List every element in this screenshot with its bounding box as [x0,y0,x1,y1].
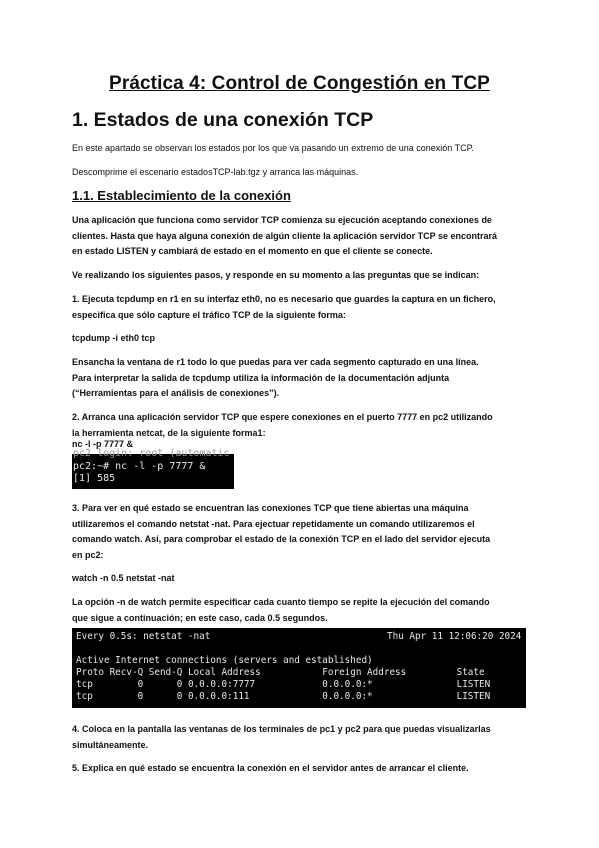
step3-note-line2: que sigue a continuación; en este caso, cada 0.5 segundos. [72,612,328,623]
step3-line1: 3. Para ver en qué estado se encuentran las conexiones TCP que tiene abiertas una máquina [72,503,469,513]
para1-line2: clientes. Hasta que haya alguna conexión de algún cliente la aplicación servidor TCP se encontrará [72,230,497,241]
step4-line1: 4. Coloca en la pantalla las ventanas de los terminales de pc1 y pc2 para que puedas visualizarlas [72,724,491,734]
terminal-header-right: Thu Apr 11 12:06:20 2024 [387,631,522,642]
terminal-netcat-screenshot [72,448,234,489]
subsection-heading: 1.1. Establecimiento de la conexión [72,188,291,203]
terminal-row: tcp 0 0 0.0.0.0:7777 0.0.0.0:* LISTEN [76,679,491,690]
cmd-watch: watch -n 0.5 netstat -nat [72,573,175,583]
step3-note-line1: La opción -n de watch permite especificar cada cuanto tiempo se repite la ejecución del comando [72,597,490,607]
step5: 5. Explica en qué estado se encuentra la conexión en el servidor antes de arrancar el cliente. [72,763,469,773]
cmd-tcpdump: tcpdump -i eth0 tcp [72,333,155,343]
step4-line2: simultáneamente. [72,739,149,750]
para1-line3: en estado LISTEN y cambiará de estado en el momento en que el cliente se conecte. [72,246,433,256]
step2-line2: la herramienta netcat, de la siguiente forma1: [72,427,266,438]
step1-line2: especifica que sólo capture el tráfico TCP de la siguiente forma: [72,309,346,320]
terminal-line: [1] 585 [73,473,116,484]
terminal-header-left: Every 0.5s: netstat -nat [76,631,211,642]
step1-line1: 1. Ejecuta tcpdump en r1 en su interfaz eth0, no es necesario que guardes la captura en un fichero, [72,294,496,304]
intro-paragraph: En este apartado se observan los estados por los que va pasando un extremo de una conexión TCP. [72,143,474,153]
terminal-netstat-screenshot [72,628,526,708]
step1-note-line1: Ensancha la ventana de r1 todo lo que puedas para ver cada segmento capturado en una línea. [72,357,479,367]
para2: Ve realizando los siguientes pasos, y responde en su momento a las preguntas que se indican: [72,270,480,280]
step3-line3: comando watch. Así, para comprobar el estado de la conexión TCP en el lado del servidor ejecuta [72,534,491,544]
terminal-columns: Proto Recv-Q Send-Q Local Address Foreign Address State [76,667,485,678]
step2-line1: 2. Arranca una aplicación servidor TCP que espere conexiones en el puerto 7777 en pc2 utilizando [72,412,493,422]
terminal-line: Active Internet connections (servers and established) [76,655,373,666]
para1-line1: Una aplicación que funciona como servidor TCP comienza su ejecución aceptando conexiones de [72,215,492,225]
terminal-row: tcp 0 0 0.0.0.0:111 0.0.0.0:* LISTEN [76,691,491,702]
step1-note-line3: (“Herramientas para el análisis de conexiones”). [72,388,280,398]
cmd-netcat: nc -l -p 7777 & [72,439,134,449]
step3-line2: utilizaremos el comando netstat -nat. Para ejectuar repetidamente un comando utilizaremos el [72,518,475,529]
terminal-line: pc2 login: root (automatic [73,448,230,459]
step3-line4: en pc2: [72,549,104,560]
section-heading: 1. Estados de una conexión TCP [72,109,374,131]
step1-note-line2: Para interpretar la salida de tcpdump utiliza la información de la documentación adjunta [72,372,450,383]
scenario-paragraph: Descomprime el escenario estadosTCP-lab.tgz y arranca las máquinas. [72,167,359,177]
page-title: Práctica 4: Control de Congestión en TCP [109,73,490,94]
terminal-line: pc2:~# nc -l -p 7777 & [73,460,206,472]
